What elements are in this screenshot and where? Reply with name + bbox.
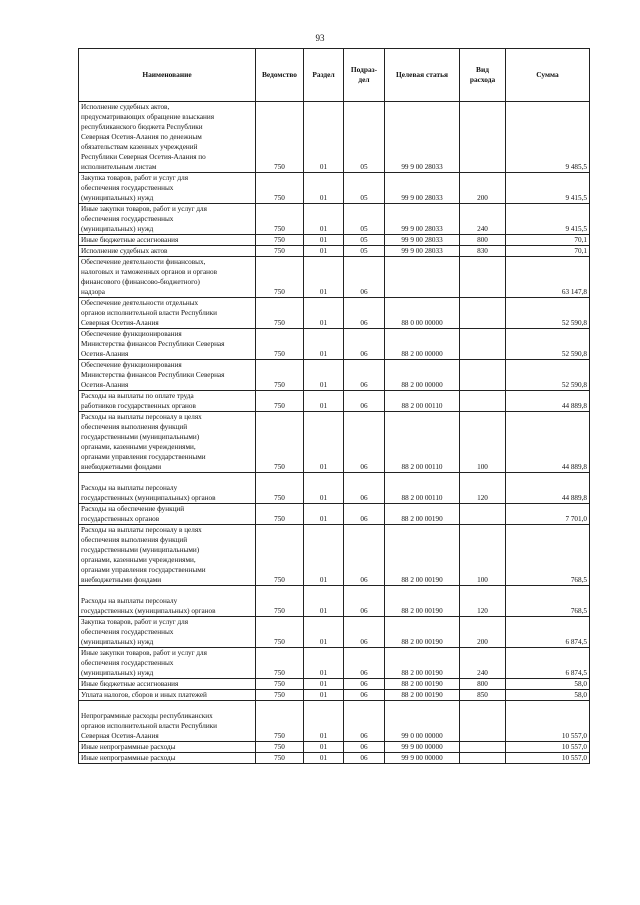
row-section: 01: [304, 648, 344, 679]
row-subsection: 05: [344, 102, 385, 173]
header-section: Раздел: [304, 49, 344, 102]
row-section: 01: [304, 753, 344, 764]
row-amount: 44 889,8: [506, 473, 590, 504]
row-name: Закупка товаров, работ и услуг для обеспечения государственных (муниципальных) нужд: [79, 173, 256, 204]
row-subsection: 06: [344, 617, 385, 648]
table-row: [79, 679, 590, 690]
row-subsection: 06: [344, 679, 385, 690]
row-section: 01: [304, 257, 344, 298]
row-target: 88 2 00 00190: [385, 679, 460, 690]
row-expense-type: 830: [460, 246, 506, 257]
row-expense-type: [460, 742, 506, 753]
row-target: 99 9 00 28033: [385, 173, 460, 204]
page-number: 93: [315, 33, 325, 43]
row-amount: 44 889,8: [506, 391, 590, 412]
row-target: 88 2 00 00000: [385, 360, 460, 391]
row-department: 750: [256, 473, 304, 504]
row-subsection: 06: [344, 504, 385, 525]
row-section: 01: [304, 701, 344, 742]
row-target: 88 2 00 00190: [385, 648, 460, 679]
table-row: [79, 391, 590, 412]
row-subsection: 06: [344, 298, 385, 329]
row-department: 750: [256, 648, 304, 679]
row-department: 750: [256, 617, 304, 648]
row-section: 01: [304, 298, 344, 329]
table-row: [79, 235, 590, 246]
row-department: 750: [256, 679, 304, 690]
row-amount: 70,1: [506, 235, 590, 246]
row-section: 01: [304, 504, 344, 525]
table-row: [79, 329, 590, 360]
table-row: [79, 586, 590, 617]
row-target: [385, 257, 460, 298]
table-row: [79, 298, 590, 329]
row-department: 750: [256, 102, 304, 173]
table-header-row: [79, 49, 590, 102]
row-name: Обеспечение функционирования Министерства финансов Республики Северная Осетия-Алания: [79, 360, 256, 391]
row-department: 750: [256, 329, 304, 360]
row-subsection: 06: [344, 690, 385, 701]
table-row: [79, 173, 590, 204]
row-section: 01: [304, 586, 344, 617]
row-name: Непрограммные расходы республиканских органов исполнительной власти Республики Северная Осетия-Алания: [79, 701, 256, 742]
row-department: 750: [256, 504, 304, 525]
row-target: 88 0 00 00000: [385, 298, 460, 329]
row-section: 01: [304, 173, 344, 204]
row-expense-type: [460, 360, 506, 391]
row-target: 99 9 00 28033: [385, 204, 460, 235]
row-name: Расходы на выплаты персоналу государственных (муниципальных) органов: [79, 473, 256, 504]
row-department: 750: [256, 525, 304, 586]
row-section: 01: [304, 690, 344, 701]
row-department: 750: [256, 391, 304, 412]
table-row: [79, 525, 590, 586]
row-expense-type: [460, 102, 506, 173]
row-target: 88 2 00 00110: [385, 412, 460, 473]
row-amount: 58,0: [506, 690, 590, 701]
row-name: Расходы на выплаты персоналу в целях обеспечения выполнения функций государственными (муниципальными) органами, казенными учреждениями, органами управления государственными внебюджетными фондами: [79, 412, 256, 473]
table-row: [79, 360, 590, 391]
row-section: 01: [304, 742, 344, 753]
row-subsection: 06: [344, 257, 385, 298]
row-amount: 768,5: [506, 525, 590, 586]
row-name: Иные бюджетные ассигнования: [79, 679, 256, 690]
row-section: 01: [304, 473, 344, 504]
row-section: 01: [304, 679, 344, 690]
row-subsection: 06: [344, 648, 385, 679]
row-subsection: 05: [344, 235, 385, 246]
row-expense-type: 850: [460, 690, 506, 701]
row-name: Иные бюджетные ассигнования: [79, 235, 256, 246]
header-department: Ведомство: [256, 49, 304, 102]
row-target: 88 2 00 00190: [385, 690, 460, 701]
row-name: Уплата налогов, сборов и иных платежей: [79, 690, 256, 701]
row-target: 99 9 00 28033: [385, 246, 460, 257]
row-amount: 6 874,5: [506, 617, 590, 648]
table-row: [79, 690, 590, 701]
row-name: Исполнение судебных актов: [79, 246, 256, 257]
row-department: 750: [256, 753, 304, 764]
row-department: 750: [256, 412, 304, 473]
table-row: [79, 412, 590, 473]
row-name: Иные непрограммные расходы: [79, 742, 256, 753]
header-expense-type: Вид расхода: [460, 49, 506, 102]
table-row: [79, 102, 590, 173]
row-amount: 52 590,8: [506, 360, 590, 391]
row-subsection: 06: [344, 701, 385, 742]
row-subsection: 05: [344, 173, 385, 204]
row-target: 88 2 00 00110: [385, 473, 460, 504]
row-amount: 52 590,8: [506, 298, 590, 329]
row-expense-type: 120: [460, 586, 506, 617]
row-amount: 52 590,8: [506, 329, 590, 360]
row-name: Расходы на выплаты персоналу государственных (муниципальных) органов: [79, 586, 256, 617]
row-name: Расходы на выплаты по оплате труда работников государственных органов: [79, 391, 256, 412]
row-name: Исполнение судебных актов, предусматривающих обращение взыскания республиканского бюджета Республики Северная Осетия-Алания по денежным обязательствам казенных учреждений Республики Северная Осетия-Алания по исполнительным листам: [79, 102, 256, 173]
row-amount: 63 147,8: [506, 257, 590, 298]
row-department: 750: [256, 204, 304, 235]
row-expense-type: 800: [460, 235, 506, 246]
row-name: Закупка товаров, работ и услуг для обеспечения государственных (муниципальных) нужд: [79, 617, 256, 648]
table-row: [79, 504, 590, 525]
row-section: 01: [304, 102, 344, 173]
row-expense-type: 800: [460, 679, 506, 690]
row-name: Обеспечение деятельности отдельных органов исполнительной власти Республики Северная Осетия-Алания: [79, 298, 256, 329]
row-expense-type: 240: [460, 648, 506, 679]
row-name: Обеспечение функционирования Министерства финансов Республики Северная Осетия-Алания: [79, 329, 256, 360]
row-department: 750: [256, 586, 304, 617]
budget-table: [78, 48, 590, 764]
row-expense-type: 240: [460, 204, 506, 235]
row-subsection: 06: [344, 473, 385, 504]
table-body: [79, 102, 590, 764]
row-department: 750: [256, 360, 304, 391]
row-subsection: 05: [344, 246, 385, 257]
row-name: Обеспечение деятельности финансовых, налоговых и таможенных органов и органов финансового (финансово-бюджетного) надзора: [79, 257, 256, 298]
row-section: 01: [304, 525, 344, 586]
row-target: 99 9 00 28033: [385, 102, 460, 173]
row-section: 01: [304, 391, 344, 412]
row-expense-type: 200: [460, 617, 506, 648]
row-amount: 70,1: [506, 246, 590, 257]
row-department: 750: [256, 257, 304, 298]
row-target: 99 9 00 00000: [385, 742, 460, 753]
row-expense-type: 100: [460, 412, 506, 473]
row-amount: 44 889,8: [506, 412, 590, 473]
row-department: 750: [256, 742, 304, 753]
header-target: Целевая статья: [385, 49, 460, 102]
row-target: 99 9 00 28033: [385, 235, 460, 246]
row-subsection: 06: [344, 391, 385, 412]
table-row: [79, 257, 590, 298]
row-section: 01: [304, 329, 344, 360]
row-expense-type: [460, 257, 506, 298]
table-row: [79, 701, 590, 742]
row-section: 01: [304, 204, 344, 235]
row-target: 99 9 00 00000: [385, 753, 460, 764]
row-amount: 10 557,0: [506, 753, 590, 764]
row-amount: 9 485,5: [506, 102, 590, 173]
row-expense-type: [460, 504, 506, 525]
row-expense-type: 100: [460, 525, 506, 586]
row-subsection: 06: [344, 586, 385, 617]
table-row: [79, 473, 590, 504]
row-amount: 10 557,0: [506, 701, 590, 742]
row-amount: 9 415,5: [506, 173, 590, 204]
row-target: 88 2 00 00190: [385, 525, 460, 586]
table-row: [79, 648, 590, 679]
row-section: 01: [304, 412, 344, 473]
row-expense-type: [460, 329, 506, 360]
row-expense-type: [460, 391, 506, 412]
row-department: 750: [256, 298, 304, 329]
row-amount: 9 415,5: [506, 204, 590, 235]
row-subsection: 06: [344, 412, 385, 473]
header-name: Наименование: [79, 49, 256, 102]
row-name: Расходы на выплаты персоналу в целях обеспечения выполнения функций государственными (муниципальными) органами, казенными учреждениями, органами управления государственными внебюджетными фондами: [79, 525, 256, 586]
table-row: [79, 742, 590, 753]
row-department: 750: [256, 246, 304, 257]
row-target: 88 2 00 00190: [385, 586, 460, 617]
row-amount: 7 701,0: [506, 504, 590, 525]
table-row: [79, 753, 590, 764]
row-amount: 58,0: [506, 679, 590, 690]
row-target: 99 0 00 00000: [385, 701, 460, 742]
row-department: 750: [256, 173, 304, 204]
row-department: 750: [256, 701, 304, 742]
row-section: 01: [304, 246, 344, 257]
row-section: 01: [304, 235, 344, 246]
row-expense-type: 200: [460, 173, 506, 204]
row-target: 88 2 00 00110: [385, 391, 460, 412]
table-row: [79, 204, 590, 235]
header-subsection: Подраз- дел: [344, 49, 385, 102]
row-target: 88 2 00 00190: [385, 504, 460, 525]
row-expense-type: 120: [460, 473, 506, 504]
row-target: 88 2 00 00190: [385, 617, 460, 648]
row-subsection: 05: [344, 204, 385, 235]
row-section: 01: [304, 360, 344, 391]
row-subsection: 06: [344, 360, 385, 391]
header-amount: Сумма: [506, 49, 590, 102]
row-expense-type: [460, 298, 506, 329]
row-subsection: 06: [344, 329, 385, 360]
row-target: 88 2 00 00000: [385, 329, 460, 360]
row-department: 750: [256, 235, 304, 246]
table-row: [79, 617, 590, 648]
row-expense-type: [460, 701, 506, 742]
row-name: Иные закупки товаров, работ и услуг для обеспечения государственных (муниципальных) нужд: [79, 204, 256, 235]
row-amount: 768,5: [506, 586, 590, 617]
row-amount: 6 874,5: [506, 648, 590, 679]
row-name: Расходы на обеспечение функций государственных органов: [79, 504, 256, 525]
row-expense-type: [460, 753, 506, 764]
table-row: [79, 246, 590, 257]
row-subsection: 06: [344, 525, 385, 586]
row-section: 01: [304, 617, 344, 648]
row-name: Иные непрограммные расходы: [79, 753, 256, 764]
row-amount: 10 557,0: [506, 742, 590, 753]
row-department: 750: [256, 690, 304, 701]
row-subsection: 06: [344, 753, 385, 764]
row-name: Иные закупки товаров, работ и услуг для обеспечения государственных (муниципальных) нужд: [79, 648, 256, 679]
row-subsection: 06: [344, 742, 385, 753]
